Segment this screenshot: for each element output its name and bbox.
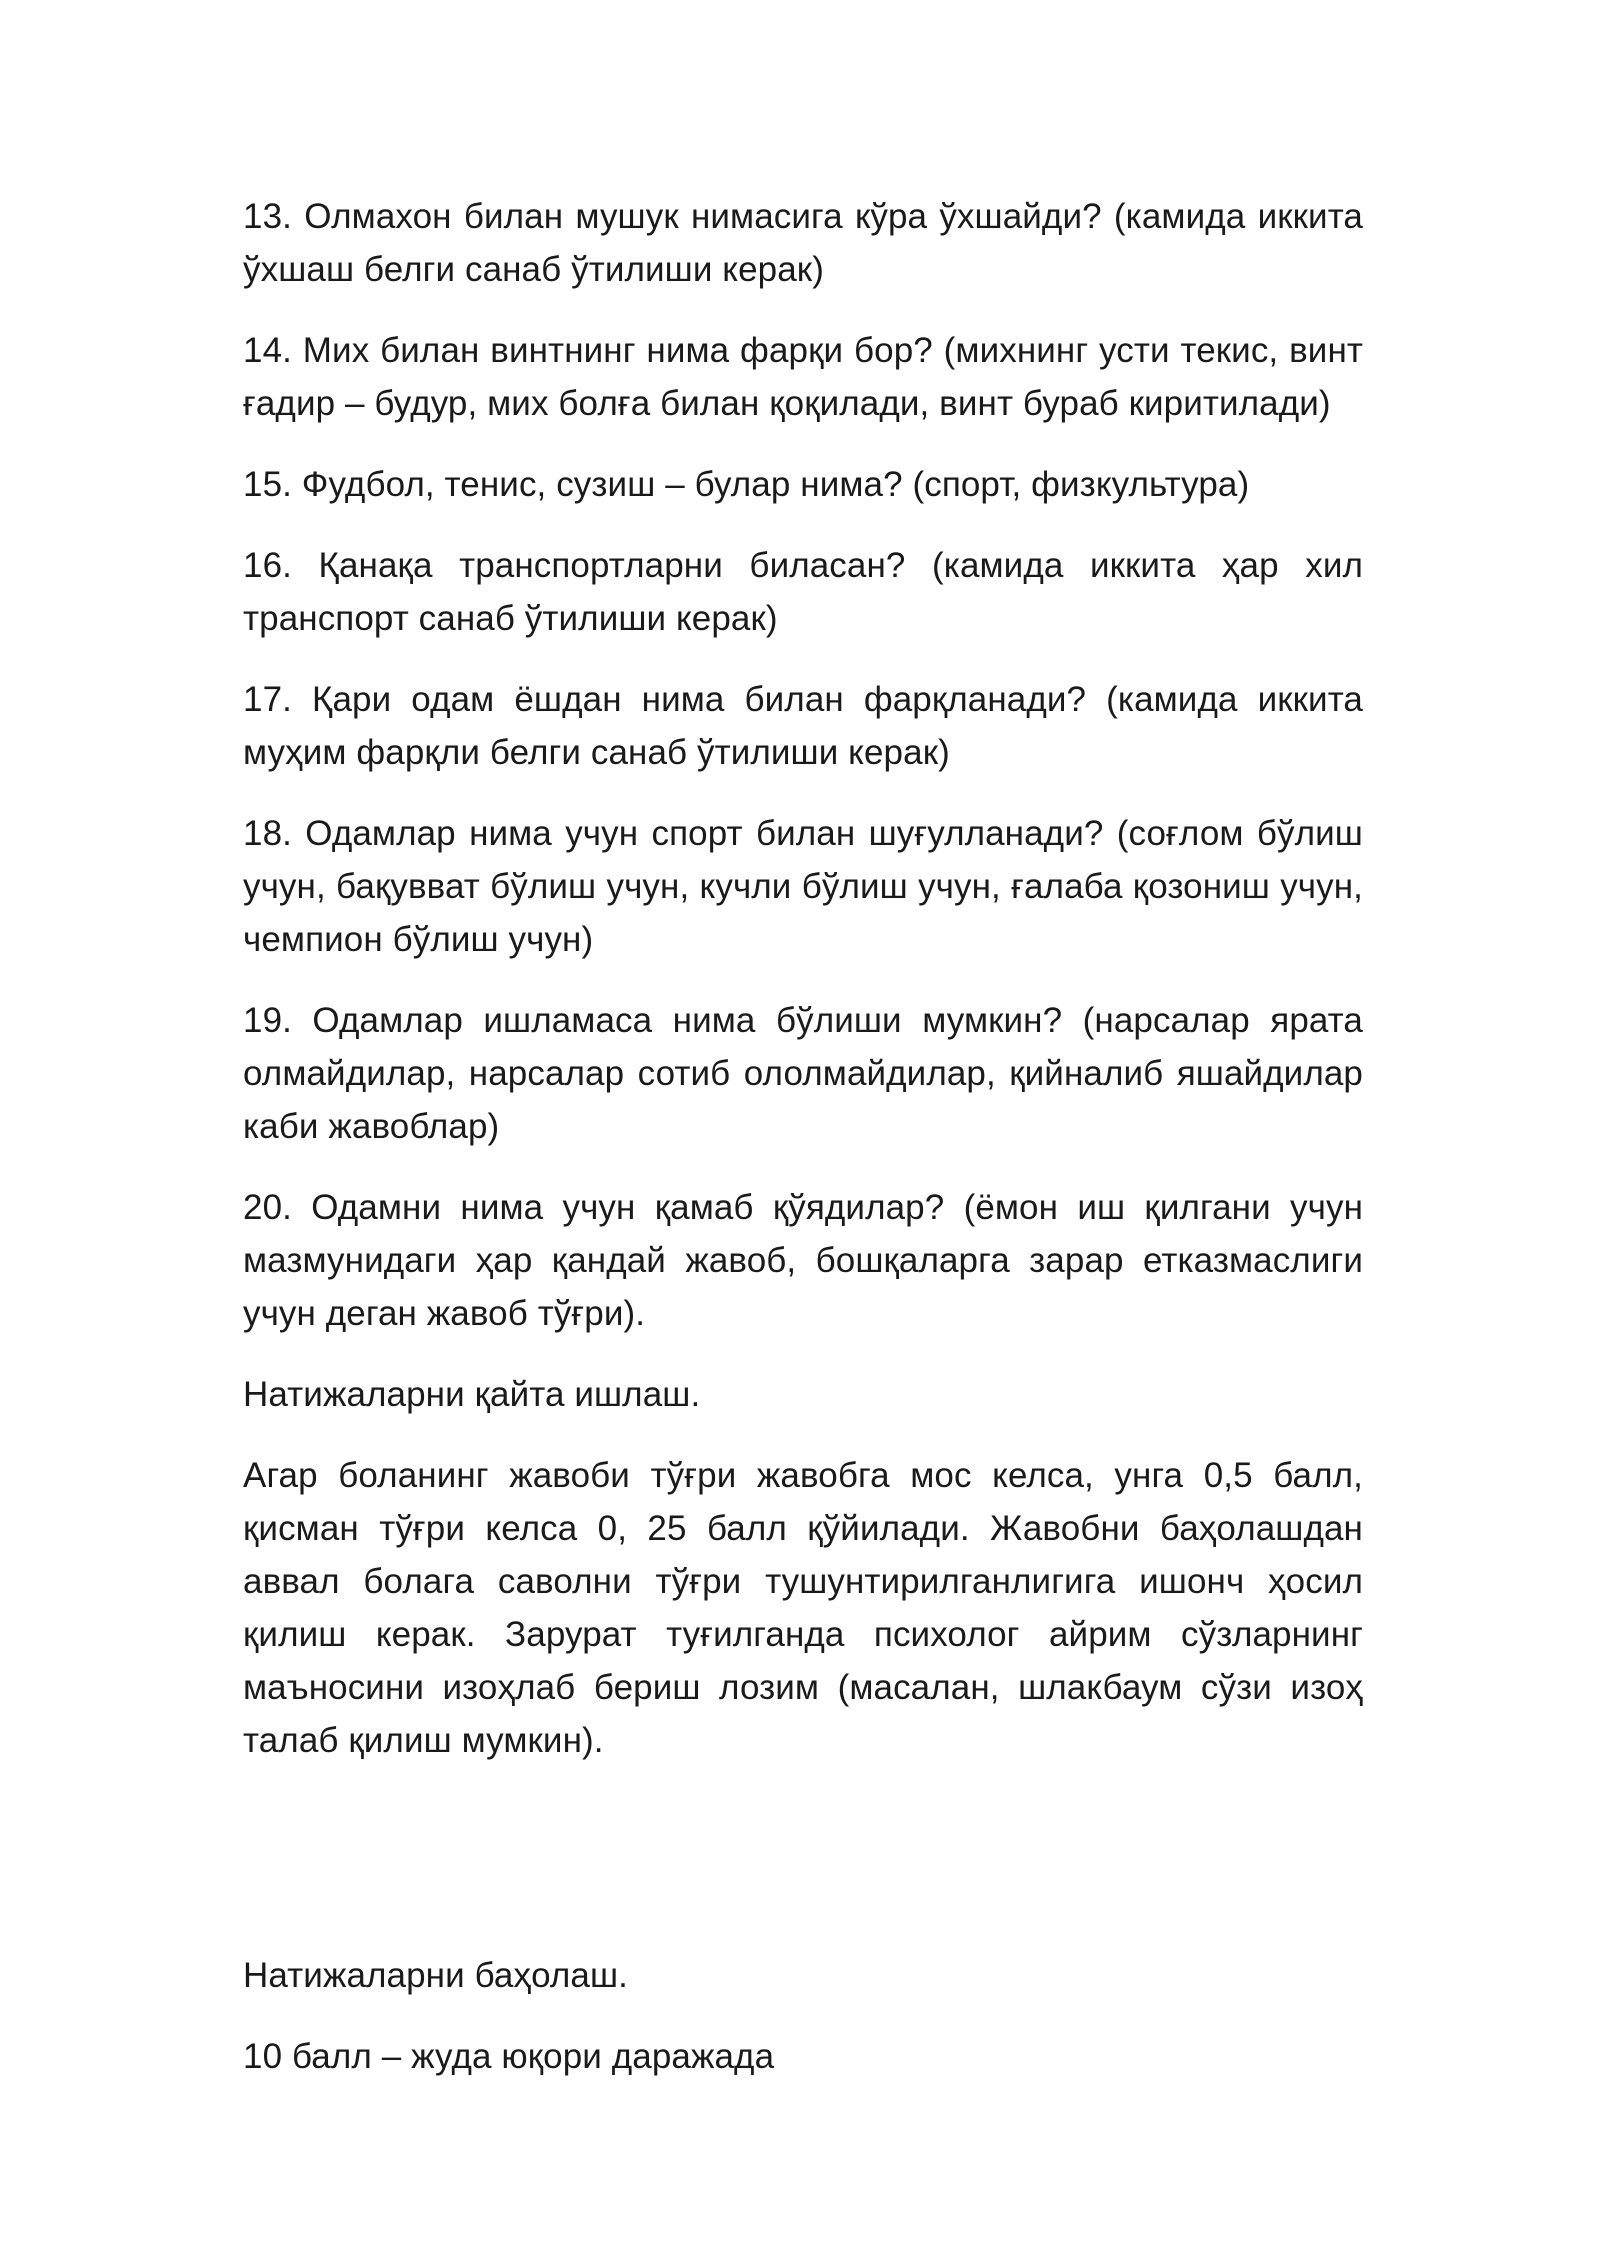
processing-heading: Натижаларни қайта ишлаш. — [243, 1375, 701, 1414]
question-19: 19. Одамлар ишламаса нима бўлиши мумкин? (нарсалар ярата олмайдилар, нарсалар сотиб ололмайдилар, қийналиб яшайдилар каби жавоблар) — [243, 1001, 1363, 1146]
blank-space — [243, 1795, 1363, 1949]
processing-paragraph: Агар боланинг жавоби тўғри жавобга мос келса, унга 0,5 балл, қисман тўғри келса 0, 25 балл қўйилади. Жавобни баҳолашдан аввал болага саволни тўғри тушунтирилганлигига ишонч ҳосил қилиш керак. Зарурат туғилганда психолог айрим сўзларнинг маъносини изоҳлаб бериш лозим (масалан, шлакбаум сўзи изоҳ талаб қилиш мумкин). — [243, 1456, 1363, 1760]
evaluation-heading: Натижаларни баҳолаш. — [243, 1956, 628, 1995]
question-14: 14. Мих билан винтнинг нима фарқи бор? (михнинг усти текис, винт ғадир – будур, мих болға билан қоқилади, винт бураб киритилади) — [243, 331, 1363, 423]
document-page — [243, 190, 1363, 2111]
question-15: 15. Фудбол, тенис, сузиш – булар нима? (спорт, физкультура) — [243, 465, 1250, 504]
question-13: 13. Олмахон билан мушук нимасига кўра ўхшайди? (камида иккита ўхшаш белги санаб ўтилиши керак) — [243, 197, 1363, 289]
question-20: 20. Одамни нима учун қамаб қўядилар? (ёмон иш қилгани учун мазмунидаги ҳар қандай жавоб, бошқаларга зарар етказмаслиги учун деган жавоб тўғри). — [243, 1188, 1363, 1333]
question-18: 18. Одамлар нима учун спорт билан шуғулланади? (соғлом бўлиш учун, бақувват бўлиш учун, кучли бўлиш учун, ғалаба қозониш учун, чемпион бўлиш учун) — [243, 814, 1363, 959]
question-17: 17. Қари одам ёшдан нима билан фарқланади? (камида иккита муҳим фарқли белги санаб ўтилиши керак) — [243, 680, 1363, 772]
score-10-line: 10 балл – жуда юқори даражада — [243, 2037, 775, 2076]
question-16: 16. Қанақа транспортларни биласан? (камида иккита ҳар хил транспорт санаб ўтилиши керак) — [243, 546, 1363, 638]
